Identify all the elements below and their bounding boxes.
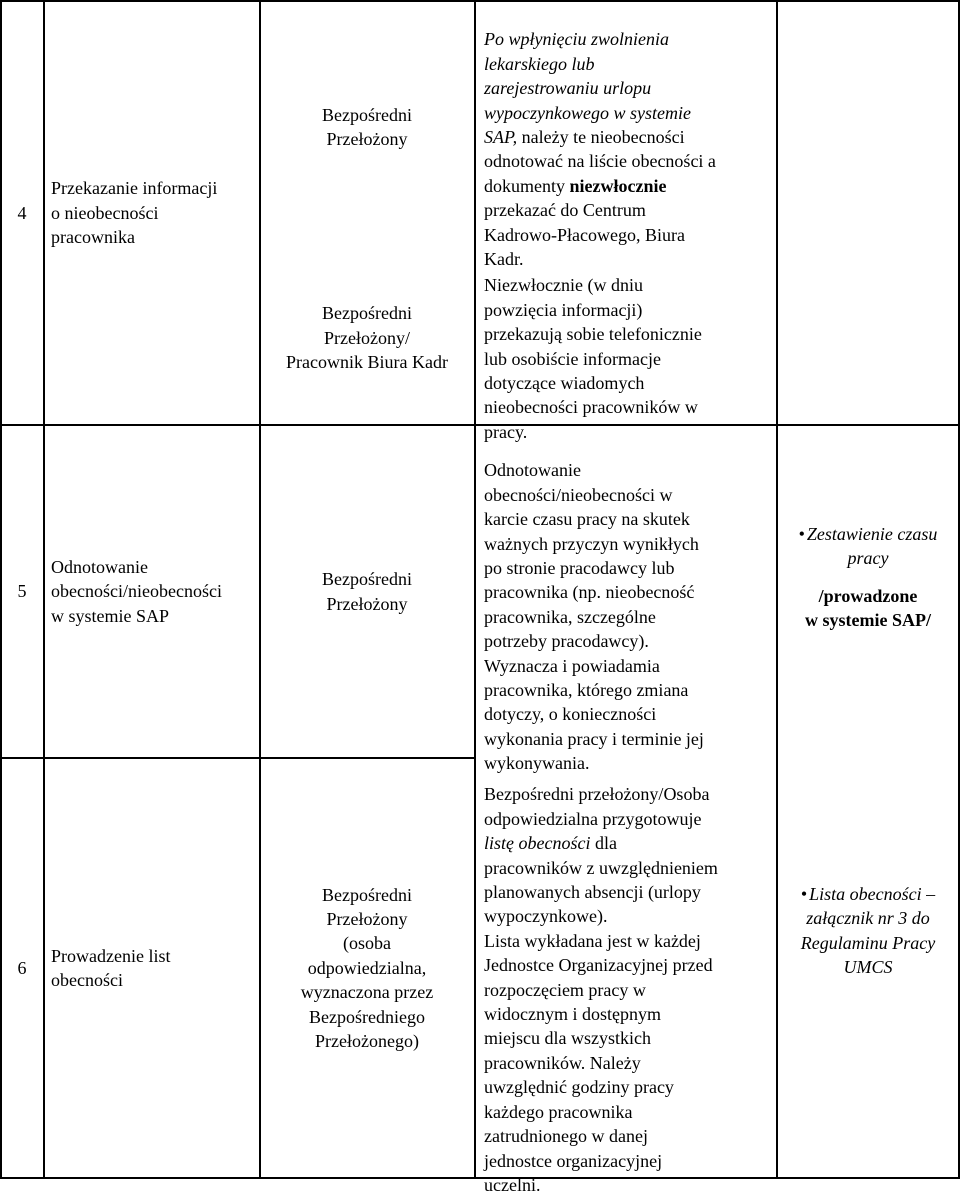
row-number-6 [2, 759, 42, 1177]
row-number-text: 5 [17, 581, 27, 602]
description-text: dla pracowników z uwzględnieniem planowanych absencji (urlopy wypoczynkowe). Lista wykładana jest w każdej Jednostce Organizacyjnej przed rozpoczęciem pracy w widocznym i dostępnym miejscu dla wszystkich pracowników. Należy uwzględnić godziny pracy każdego pracownika zatrudnionego w danej jednostce organizacyjnej uczelni. [484, 833, 718, 1195]
row-number-5 [2, 426, 42, 757]
document-title: Lista obecności – [809, 884, 936, 904]
description-text: należy te nieobecności odnotować na liście obecności a dokumenty [484, 127, 716, 196]
row-number-4 [2, 2, 42, 424]
description-cell-5 [476, 434, 775, 776]
task-cell-6 [45, 759, 258, 1177]
task-text: Odnotowanie obecności/nieobecności w systemie SAP [51, 556, 222, 626]
description-cell-6 [476, 758, 775, 1197]
row-number-text: 6 [17, 957, 27, 978]
description-text: Bezpośredni przełożony/Osoba odpowiedzialna przygotowuje [484, 784, 710, 829]
description-cell-4 [476, 3, 775, 271]
document-cell-6 [778, 882, 958, 980]
description-cell-4b [476, 249, 775, 444]
responsible-cell-5 [261, 426, 473, 757]
description-text: Odnotowanie obecności/nieobecności w karcie czasu pracy na skutek ważnych przyczyn wynikłych po stronie pracodawcy lub pracownika (np. nieobecność pracownika, szczególne potrzeby pracodawcy). Wyznacza i powiadamia pracownika, którego zmiana dotyczy, o konieczności wykonania pracy i terminie jej wykonywania. [484, 460, 704, 774]
responsible-text: Bezpośredni Przełożony [322, 104, 412, 149]
responsible-cell-4b [261, 295, 473, 381]
document-title: Zestawienie czasu [806, 524, 938, 544]
task-text: Prowadzenie list obecności [51, 945, 171, 990]
bullet-icon: • [800, 884, 808, 904]
bullet-icon: • [798, 524, 805, 544]
task-cell-5 [45, 426, 258, 757]
responsible-text: Bezpośredni Przełożony (osoba odpowiedzialna, wyznaczona przez Bezpośredniego Przełożonego) [300, 884, 434, 1052]
task-cell-4 [45, 2, 258, 424]
responsible-text: Bezpośredni Przełożony [322, 569, 412, 614]
description-italic-text: listę obecności [484, 833, 591, 854]
document-cell-5 [778, 522, 958, 633]
document-title-cont: załącznik nr 3 do Regulaminu Pracy UMCS [800, 908, 936, 978]
responsible-text: Bezpośredni Przełożony/ Pracownik Biura Kadr [286, 303, 448, 373]
description-emphasis: niezwłocznie [569, 175, 667, 196]
responsible-cell-4a [261, 84, 473, 170]
row-number-text: 4 [17, 202, 27, 223]
document-title-cont: pracy [847, 548, 889, 569]
description-text: Niezwłocznie (w dniu powzięcia informacji) przekazują sobie telefonicznie lub osobiście informacje dotyczące wiadomych nieobecności pracowników w pracy. [484, 275, 702, 442]
responsible-cell-6 [261, 759, 473, 1177]
document-note: /prowadzone w systemie SAP/ [805, 585, 931, 631]
description-text: przekazać do Centrum Kadrowo-Płacowego, Biura Kadr. [484, 200, 685, 270]
task-text: Przekazanie informacji o nieobecności pracownika [51, 178, 218, 248]
description-italic-text: Po wpłynięciu zwolnienia lekarskiego lub zarejestrowaniu urlopu wypoczynkowego w systemie SAP, [484, 29, 691, 148]
